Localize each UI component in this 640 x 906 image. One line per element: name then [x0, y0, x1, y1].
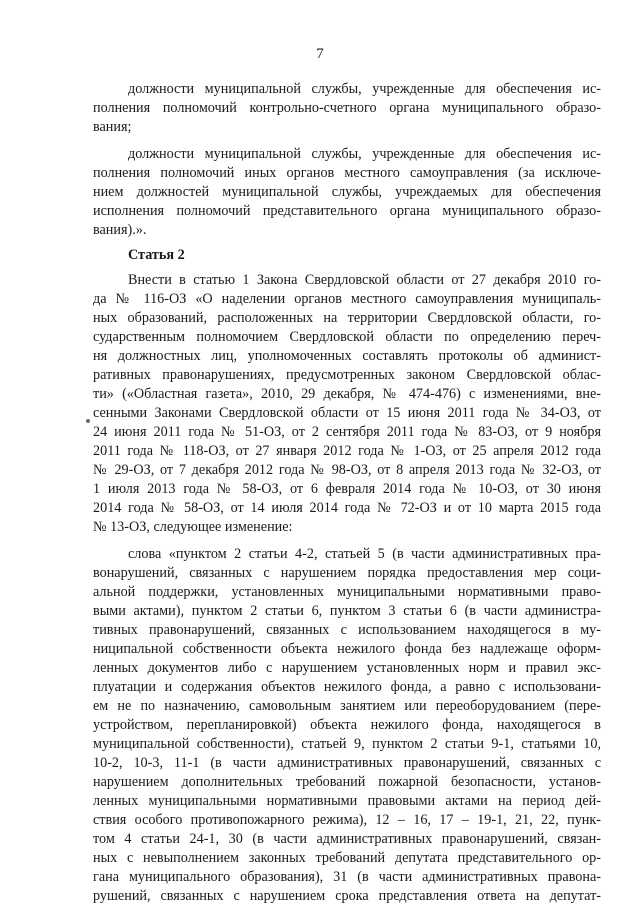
text-line: 1 июля 2013 года № 58-ОЗ, от 6 февраля 2014 года № 10-ОЗ, от 30 июня	[93, 481, 601, 497]
paragraph	[93, 271, 601, 537]
text-line: Внести в статью 1 Закона Свердловской области от 27 декабря 2010 го-	[128, 272, 601, 288]
text-line: выми актами), пунктом 2 статьи 6, пунктом 3 статьи 6 (в части администра-	[93, 603, 601, 619]
text-line: 24 июня 2011 года № 51-ОЗ, от 2 сентября 2011 года № 83-ОЗ, от 9 ноября	[93, 424, 601, 440]
text-line: вания;	[93, 119, 132, 135]
text-line: ленных документов либо с нарушением установленных норм и правил экс-	[93, 660, 601, 676]
scan-speck	[86, 419, 90, 423]
text-line: 2011 года № 118-ОЗ, от 27 января 2012 года № 1-ОЗ, от 25 апреля 2012 года	[93, 443, 601, 459]
article-heading: Статья 2	[128, 247, 185, 263]
paragraph	[93, 545, 601, 906]
text-line: ленных муниципальными нормативными правовыми актами на период дей-	[93, 793, 601, 809]
text-line: устройством, перепланировкой) объекта нежилого фонда, находящегося в	[93, 717, 601, 733]
paragraph	[93, 145, 601, 240]
page-number: 7	[316, 46, 324, 62]
text-line: 10-2, 10-3, 11-1 (в части административных правонарушений, связанных с	[93, 755, 601, 771]
text-line: полнения полномочий иных органов местного самоуправления (за исключе-	[93, 165, 601, 181]
text-line: исполнения полномочий представительного органа муниципального образо-	[93, 203, 601, 219]
document-body	[93, 80, 601, 906]
text-line: сударственным полномочием Свердловской области по определению переч-	[93, 329, 601, 345]
text-line: вания).».	[93, 222, 147, 238]
text-line: ствия особого противопожарного режима), 12 – 16, 17 – 19-1, 21, 22, пунк-	[93, 812, 601, 828]
text-line: сенными Законами Свердловской области от 15 июня 2011 года № 34-ОЗ, от	[93, 405, 601, 421]
text-line: муниципальной собственности), статьей 9, пунктом 2 статьи 9-1, статьями 10,	[93, 736, 601, 752]
text-line: ем не по назначению, самовольным занятием или переоборудованием (пере-	[93, 698, 601, 714]
text-line: ти» («Областная газета», 2010, 29 декабря, № 474-476) с изменениями, вне-	[93, 386, 601, 402]
text-line: нием должностей муниципальной службы, учреждаемых для обеспечения	[93, 184, 601, 200]
text-line: № 13-ОЗ, следующее изменение:	[93, 519, 293, 535]
text-line: гана муниципального образования), 31 (в части административных правона-	[93, 869, 601, 885]
text-line: рушений, связанных с нарушением срока представления ответа на депутат-	[93, 888, 601, 904]
text-line: ных с невыполнением законных требований депутата представительного ор-	[93, 850, 601, 866]
paragraph	[93, 80, 601, 137]
text-line: должности муниципальной службы, учрежденные для обеспечения ис-	[128, 81, 601, 97]
text-line: да № 116-ОЗ «О наделении органов местного самоуправления муниципаль-	[93, 291, 601, 307]
text-line: тивных правонарушений, связанных с использованием находящегося в му-	[93, 622, 601, 638]
text-line: слова «пунктом 2 статьи 4-2, статьей 5 (в части административных пра-	[128, 546, 601, 562]
text-line: ня должностных лиц, уполномоченных составлять протоколы об админист-	[93, 348, 601, 364]
text-line: ных образований, расположенных на территории Свердловской области, го-	[93, 310, 601, 326]
text-line: альной поддержки, установленных муниципальными нормативными право-	[93, 584, 601, 600]
text-line: должности муниципальной службы, учрежденные для обеспечения ис-	[128, 146, 601, 162]
text-line: плуатации и содержания объектов нежилого фонда, а равно с использовани-	[93, 679, 601, 695]
text-line: полнения полномочий контрольно-счетного органа муниципального образо-	[93, 100, 601, 116]
text-line: ниципальной собственности объекта нежилого фонда без надлежаще оформ-	[93, 641, 601, 657]
text-line: вонарушений, связанных с нарушением порядка предоставления мер соци-	[93, 565, 601, 581]
text-line: ративных правонарушениях, предусмотренных законом Свердловской облас-	[93, 367, 601, 383]
text-line: том 4 статьи 24-1, 30 (в части административных правонарушений, связан-	[93, 831, 601, 847]
text-line: нарушением дополнительных требований пожарной безопасности, установ-	[93, 774, 601, 790]
text-line: 2014 года № 58-ОЗ, от 14 июля 2014 года № 72-ОЗ и от 10 марта 2015 года	[93, 500, 601, 516]
text-line: № 29-ОЗ, от 7 декабря 2012 года № 98-ОЗ, от 8 апреля 2013 года № 32-ОЗ, от	[93, 462, 601, 478]
